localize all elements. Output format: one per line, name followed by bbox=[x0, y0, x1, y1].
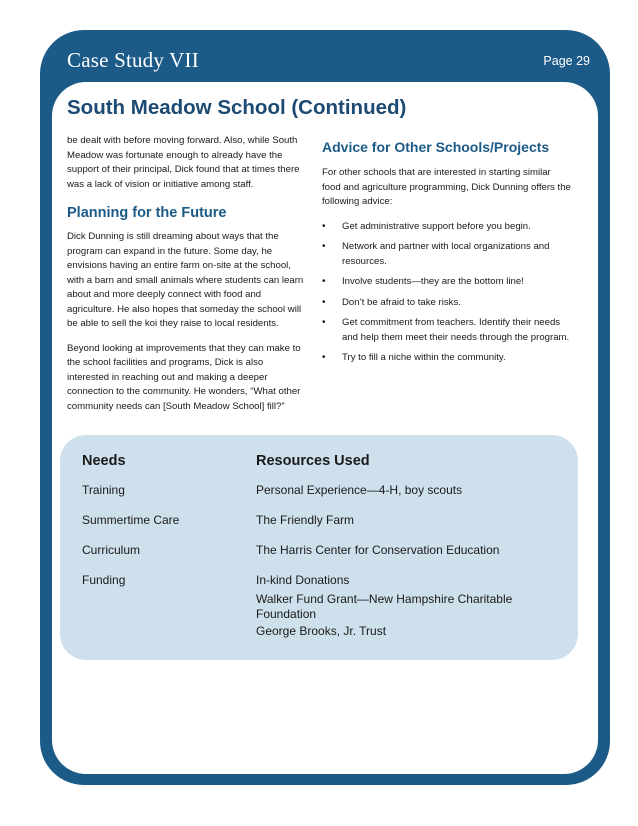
advice-intro: For other schools that are interested in starting similar food and agriculture programming, Dick Dunning offers the following advice: bbox=[322, 167, 571, 207]
left-column bbox=[67, 134, 307, 424]
planning-paragraph-1: Dick Dunning is still dreaming about ways that the program can expand in the future. Some day, he envisions having an entire farm on-site at the school, with a barn and small animals where students can learn about and more deeply connect with food and agriculture. He also hopes that someday the school will be able to sell the koi they raise to local residents. bbox=[67, 231, 304, 329]
bullet-icon: • bbox=[322, 352, 326, 363]
resources-header: Resources Used bbox=[256, 453, 370, 469]
need-training: Training bbox=[82, 483, 125, 497]
need-funding: Funding bbox=[82, 573, 126, 587]
planning-heading: Planning for the Future bbox=[67, 205, 227, 221]
need-summertime-care: Summertime Care bbox=[82, 513, 180, 527]
list-item: • Network and partner with local organizations and resources. bbox=[322, 241, 550, 267]
list-item: • Get administrative support before you begin. bbox=[322, 220, 572, 235]
right-column bbox=[322, 138, 572, 372]
advice-list bbox=[322, 220, 572, 366]
bullet-icon: • bbox=[322, 276, 326, 287]
resource-funding-3: George Brooks, Jr. Trust bbox=[256, 624, 387, 638]
resource-funding-2: Walker Fund Grant—New Hampshire Charitable Foundation bbox=[256, 592, 513, 621]
bullet-icon: • bbox=[322, 317, 326, 328]
planning-paragraph-2: Beyond looking at improvements that they can make to the school facilities and programs, Dick is also interested in reaching out and making a deeper connection to the community. He wonders, “What other community needs can [South Meadow School] fill?” bbox=[67, 342, 301, 412]
needs-resources-box bbox=[60, 435, 578, 660]
bullet-icon: • bbox=[322, 296, 326, 308]
resource-curriculum: The Harris Center for Conservation Education bbox=[256, 543, 500, 557]
advice-heading: Advice for Other Schools/Projects bbox=[322, 139, 550, 155]
resource-funding-1: In-kind Donations bbox=[256, 573, 350, 587]
needs-header: Needs bbox=[82, 453, 126, 469]
list-item: • Try to fill a niche within the community. bbox=[322, 351, 572, 366]
intro-paragraph: be dealt with before moving forward. Also, while South Meadow was fortunate enough to already have the support of their principal, Dick found that at times there was a lack of vision or initiative among staff. bbox=[67, 135, 300, 190]
page-title: South Meadow School (Continued) bbox=[67, 96, 407, 119]
list-item: • Don’t be afraid to take risks. bbox=[322, 296, 572, 311]
need-curriculum: Curriculum bbox=[82, 543, 141, 557]
resource-summertime-care: The Friendly Farm bbox=[256, 513, 355, 527]
list-item: • Get commitment from teachers. Identify their needs and help them meet their needs through the program. bbox=[322, 317, 570, 343]
resource-training: Personal Experience—4-H, boy scouts bbox=[256, 483, 463, 497]
list-item: • Involve students—they are the bottom line! bbox=[322, 275, 572, 290]
bullet-icon: • bbox=[322, 220, 326, 232]
case-study-title: Case Study VII bbox=[67, 48, 199, 72]
page-number: Page 29 bbox=[543, 54, 590, 68]
bullet-icon: • bbox=[322, 241, 326, 252]
